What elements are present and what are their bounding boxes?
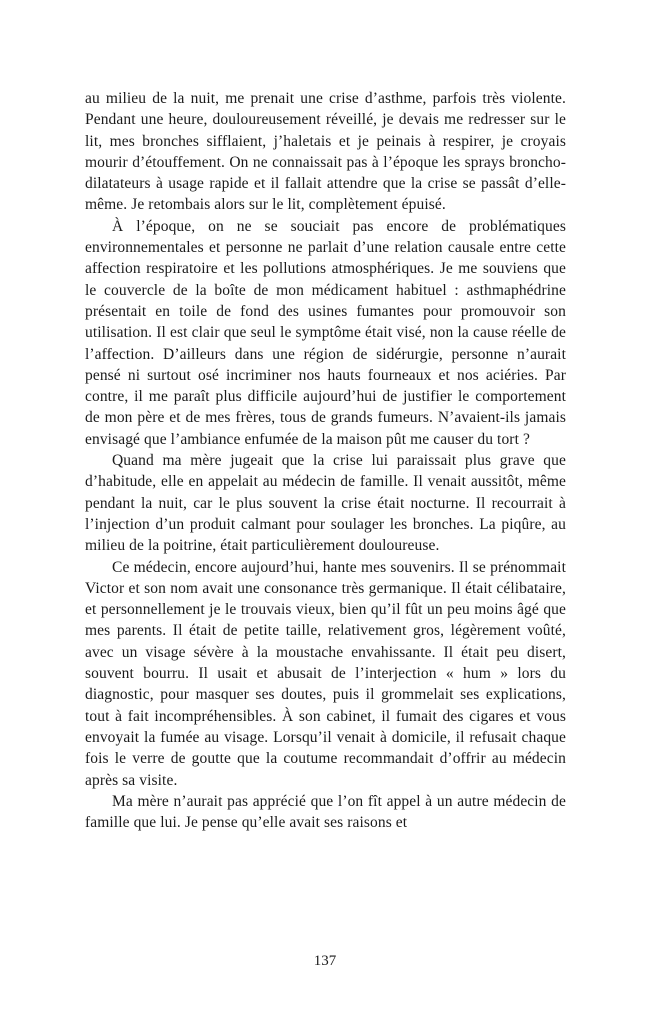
paragraph: au milieu de la nuit, me prenait une crise d’asthme, parfois très violente. Pendant une heure, douloureusement réveillé, je devais me redresser sur le lit, mes bronches sifflaient, j’haletais et je peinais à respirer, je croyais mourir d’étouffement. On ne connaissait pas à l’époque les sprays broncho-dilatateurs à usage rapide et il fallait attendre que la crise se passât d’elle-même. Je retombais alors sur le lit, complètement épuisé. <box>85 90 566 214</box>
paragraph: À l’époque, on ne se souciait pas encore de problématiques environnementales et personne ne parlait d’une relation causale entre cette affection respiratoire et les pollutions atmosphériques. Je me souviens que le couvercle de la boîte de mon médicament habituel : asthmaphédrine présentait en toile de fond des usines fumantes pour promouvoir son utilisation. Il est clair que seul le symptôme était visé, non la cause réelle de l’affection. D’ailleurs dans une région de sidérurgie, personne n’aurait pensé ni surtout osé incriminer nos hauts fourneaux et nos aciéries. Par contre, il me paraît plus difficile aujourd’hui de justifier le comportement de mon père et de mes frères, tous de grands fumeurs. N’avaient-ils jamais envisagé que l’ambiance enfumée de la maison pût me causer du tort ? <box>85 217 566 448</box>
paragraph: Ce médecin, encore aujourd’hui, hante mes souvenirs. Il se prénommait Victor et son nom avait une consonance très germanique. Il était célibataire, et personnellement je le trouvais vieux, bien qu’il fût un peu moins âgé que mes parents. Il était de petite taille, relativement gros, légèrement voûté, avec un visage sévère à la moustache envahissante. Il était peu disert, souvent bourru. Il usait et abusait de l’interjection « hum » lors du diagnostic, pour masquer ses doutes, puis il grommelait ses explications, tout à fait incompréhensibles. À son cabinet, il fumait des cigares et vous envoyait la fumée au visage. Lorsqu’il venait à domicile, il refusait chaque fois le verre de goutte que la coutume recommandait d’offrir au médecin après sa visite. <box>85 558 566 789</box>
text-block <box>85 88 566 833</box>
page-number: 137 <box>313 953 337 969</box>
paragraph: Ma mère n’aurait pas apprécié que l’on fît appel à un autre médecin de famille que lui. Je pense qu’elle avait ses raisons et <box>85 792 566 832</box>
paragraph: Quand ma mère jugeait que la crise lui paraissait plus grave que d’habitude, elle en appelait au médecin de famille. Il venait aussitôt, même pendant la nuit, car le plus souvent la crise était nocturne. Il recourrait à l’injection d’un produit calmant pour soulager les bronches. La piqûre, au milieu de la poitrine, était particulièrement douloureuse. <box>85 452 566 555</box>
